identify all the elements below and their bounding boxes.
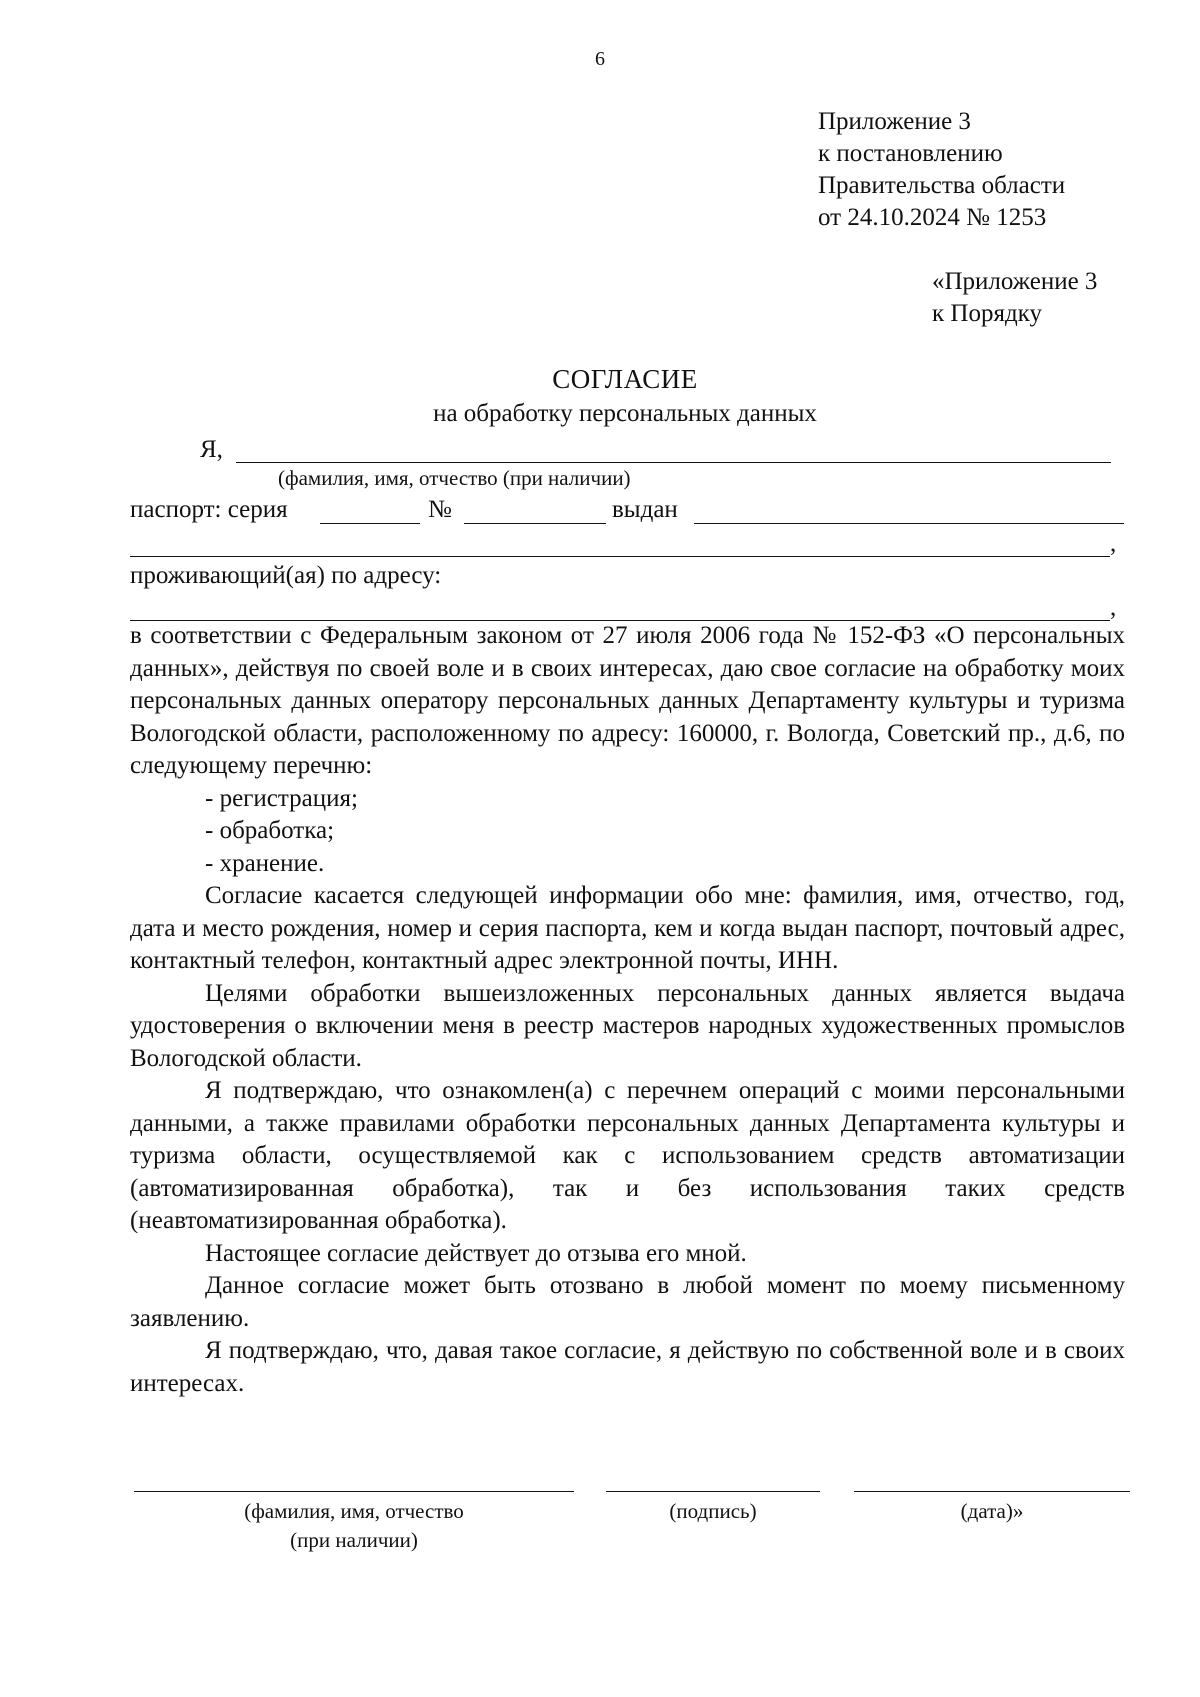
annex-header xyxy=(818,106,1065,234)
i-label: Я, xyxy=(200,436,223,463)
issued-by-line[interactable] xyxy=(694,523,1124,524)
signature-date-line[interactable] xyxy=(854,1491,1130,1492)
signature-sign-line[interactable] xyxy=(606,1491,820,1492)
caption-line: (фамилия, имя, отчество xyxy=(244,1499,464,1523)
intro-paragraph: в соответствии с Федеральным законом от 27 июля 2006 года № 152-ФЗ «О персональных данных», действуя по своей воле и в своих интересах, даю свое согласие на обработку моих персональных данных оператору персональных данных Департаменту культуры и туризма Вологодской области, расположенному по адресу: 160000, г. Вологда, Советский пр., д.6, по следующему перечню: xyxy=(130,622,1125,779)
info-paragraph: Согласие касается следующей информации обо мне: фамилия, имя, отчество, год, дата и место рождения, номер и серия паспорта, кем и когда выдан паспорт, почтовый адрес, контактный телефон, контактный адрес электронной почты, ИНН. xyxy=(130,882,1125,974)
revoke-paragraph: Данное согласие может быть отозвано в любой момент по моему письменному заявлению. xyxy=(130,1272,1125,1332)
passport-label: паспорт: серия xyxy=(130,496,288,523)
list-item: - регистрация; xyxy=(205,784,358,812)
signature-name-line[interactable] xyxy=(134,1491,574,1492)
signature-date-caption: (дата)» xyxy=(960,1499,1024,1523)
passport-number-line[interactable] xyxy=(464,523,606,524)
list-item: - обработка; xyxy=(205,817,335,844)
validity-paragraph: Настоящее согласие действует до отзыва его мной. xyxy=(205,1239,747,1267)
annex-order xyxy=(932,266,1097,330)
annex-line: Приложение 3 xyxy=(818,108,971,135)
annex-line: от 24.10.2024 № 1253 xyxy=(818,204,1047,231)
purpose-paragraph: Целями обработки вышеизложенных персональных данных является выдача удостоверения о включении меня в реестр мастеров народных художественных промыслов Вологодской области. xyxy=(130,979,1125,1072)
annex-order-line: «Приложение 3 xyxy=(932,268,1098,295)
document-subtitle: на обработку персональных данных xyxy=(433,400,817,427)
passport-series-line[interactable] xyxy=(320,523,420,524)
list-item: - хранение. xyxy=(205,849,325,877)
caption-line: (при наличии) xyxy=(290,1528,418,1552)
confirm-paragraph: Я подтверждаю, что ознакомлен(а) с перечнем операций с моими персональными данными, а также правилами обработки персональных данных Департамента культуры и туризма области, осуществляемой как с использованием средств автоматизации (автоматизированная обработка), так и без использования таких средств (неавтоматизированная обработка). xyxy=(130,1077,1125,1234)
address-label: проживающий(ая) по адресу: xyxy=(130,562,442,589)
annex-line: к постановлению xyxy=(818,140,1003,167)
signature-sign-caption: (подпись) xyxy=(669,1499,757,1523)
issued-label: выдан xyxy=(612,496,678,523)
free-will-paragraph: Я подтверждаю, что, давая такое согласие, я действую по собственной воле и в своих интересах. xyxy=(130,1337,1125,1397)
page-number: 6 xyxy=(595,48,605,70)
document-title: СОГЛАСИЕ xyxy=(552,364,698,394)
annex-line: Правительства области xyxy=(818,172,1066,199)
name-field-line[interactable] xyxy=(236,462,1111,463)
passport-number-label: № xyxy=(428,496,452,523)
name-caption: (фамилия, имя, отчество (при наличии) xyxy=(278,466,631,490)
comma: , xyxy=(1110,594,1117,621)
signature-name-caption xyxy=(134,1497,574,1555)
comma: , xyxy=(1110,530,1117,557)
consent-body xyxy=(130,620,1125,1400)
annex-order-line: к Порядку xyxy=(932,300,1042,327)
issued-by-line-2[interactable] xyxy=(130,556,1110,557)
